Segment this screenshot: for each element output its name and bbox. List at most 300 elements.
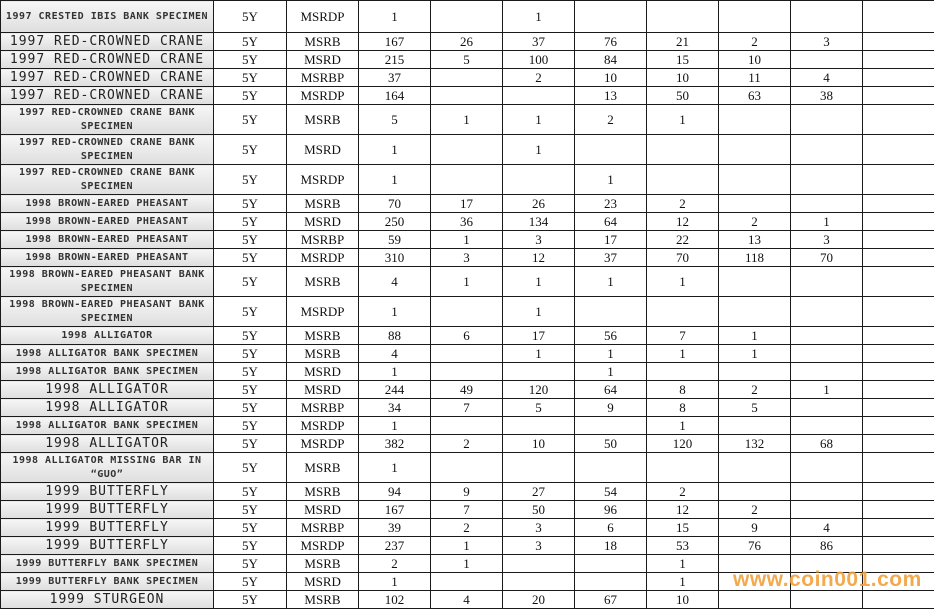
- coin-name-cell: 1998 ALLIGATOR BANK SPECIMEN: [1, 345, 214, 363]
- total-count-cell: 1: [359, 363, 431, 381]
- grade-count-cell: 11: [719, 69, 791, 87]
- grade-type-cell: MSRBP: [287, 69, 359, 87]
- grade-type-cell: MSRDP: [287, 1, 359, 33]
- grade-count-cell: 1: [791, 213, 863, 231]
- grade-count-cell: 1: [647, 345, 719, 363]
- total-count-cell: 215: [359, 51, 431, 69]
- coin-name-cell: 1998 BROWN-EARED PHEASANT: [1, 195, 214, 213]
- grade-count-cell: [431, 345, 503, 363]
- grade-type-cell: MSRDP: [287, 435, 359, 453]
- grade-count-cell: 4: [431, 591, 503, 609]
- grade-count-cell: [719, 363, 791, 381]
- grade-count-cell: [791, 51, 863, 69]
- grade-count-cell: 120: [503, 381, 575, 399]
- grade-count-cell: 3: [503, 231, 575, 249]
- grade-type-cell: MSRB: [287, 555, 359, 573]
- grade-count-cell: 67: [575, 591, 647, 609]
- grade-count-cell: 120: [647, 435, 719, 453]
- grade-count-cell: 1: [431, 231, 503, 249]
- grade-count-cell: [863, 363, 934, 381]
- grade-count-cell: [575, 417, 647, 435]
- term-cell: 5Y: [214, 213, 287, 231]
- coin-name-cell: 1997 RED-CROWNED CRANE BANK SPECIMEN: [1, 105, 214, 135]
- grade-count-cell: 26: [503, 195, 575, 213]
- grade-count-cell: 84: [575, 51, 647, 69]
- grade-type-cell: MSRD: [287, 51, 359, 69]
- grade-count-cell: 9: [431, 483, 503, 501]
- table-row: [1, 195, 934, 213]
- grade-count-cell: [791, 297, 863, 327]
- grade-count-cell: 1: [719, 327, 791, 345]
- total-count-cell: 382: [359, 435, 431, 453]
- grade-count-cell: [647, 297, 719, 327]
- coin-name-cell: 1998 ALLIGATOR BANK SPECIMEN: [1, 417, 214, 435]
- grade-count-cell: [575, 1, 647, 33]
- total-count-cell: 1: [359, 135, 431, 165]
- grade-count-cell: [863, 555, 934, 573]
- term-cell: 5Y: [214, 195, 287, 213]
- grade-count-cell: [863, 51, 934, 69]
- grade-count-cell: 4: [791, 69, 863, 87]
- grade-count-cell: 3: [791, 33, 863, 51]
- term-cell: 5Y: [214, 399, 287, 417]
- grade-count-cell: [791, 267, 863, 297]
- table-row: [1, 165, 934, 195]
- grade-count-cell: [503, 453, 575, 483]
- grade-count-cell: 96: [575, 501, 647, 519]
- total-count-cell: 237: [359, 537, 431, 555]
- grade-count-cell: [719, 573, 791, 591]
- grade-count-cell: [791, 1, 863, 33]
- grade-count-cell: [863, 165, 934, 195]
- total-count-cell: 94: [359, 483, 431, 501]
- table-row: [1, 591, 934, 609]
- grade-count-cell: 12: [647, 213, 719, 231]
- term-cell: 5Y: [214, 573, 287, 591]
- grade-type-cell: MSRDP: [287, 249, 359, 267]
- grade-count-cell: [503, 555, 575, 573]
- grade-count-cell: 1: [575, 345, 647, 363]
- grade-count-cell: [719, 105, 791, 135]
- grade-count-cell: 134: [503, 213, 575, 231]
- grade-count-cell: 12: [647, 501, 719, 519]
- table-row: [1, 519, 934, 537]
- grade-count-cell: 1: [719, 345, 791, 363]
- total-count-cell: 37: [359, 69, 431, 87]
- grade-count-cell: [791, 195, 863, 213]
- table-row: [1, 483, 934, 501]
- table-row: [1, 537, 934, 555]
- grade-type-cell: MSRDP: [287, 165, 359, 195]
- grade-count-cell: [719, 195, 791, 213]
- grade-count-cell: [431, 573, 503, 591]
- grade-count-cell: 9: [575, 399, 647, 417]
- table-row: [1, 135, 934, 165]
- grade-count-cell: [791, 573, 863, 591]
- coin-name-cell: 1998 BROWN-EARED PHEASANT: [1, 231, 214, 249]
- term-cell: 5Y: [214, 1, 287, 33]
- grade-count-cell: 53: [647, 537, 719, 555]
- grade-count-cell: 68: [791, 435, 863, 453]
- grade-count-cell: [719, 483, 791, 501]
- table-body: [1, 1, 934, 609]
- total-count-cell: 1: [359, 453, 431, 483]
- site-watermark: www.coin001.com: [733, 568, 922, 591]
- grade-count-cell: 5: [431, 51, 503, 69]
- grade-count-cell: [863, 591, 934, 609]
- table-row: [1, 399, 934, 417]
- total-count-cell: 250: [359, 213, 431, 231]
- grade-count-cell: [863, 87, 934, 105]
- grade-count-cell: [575, 555, 647, 573]
- grade-type-cell: MSRB: [287, 453, 359, 483]
- grade-count-cell: 6: [431, 327, 503, 345]
- grade-count-cell: [791, 165, 863, 195]
- grade-count-cell: 10: [647, 591, 719, 609]
- grade-count-cell: 15: [647, 519, 719, 537]
- grade-count-cell: 36: [431, 213, 503, 231]
- grade-count-cell: [431, 165, 503, 195]
- grade-count-cell: 63: [719, 87, 791, 105]
- grade-type-cell: MSRD: [287, 573, 359, 591]
- table-row: [1, 87, 934, 105]
- total-count-cell: 244: [359, 381, 431, 399]
- grade-count-cell: 17: [575, 231, 647, 249]
- table-row: [1, 345, 934, 363]
- grade-type-cell: MSRDP: [287, 537, 359, 555]
- total-count-cell: 167: [359, 501, 431, 519]
- grade-count-cell: [863, 195, 934, 213]
- grade-count-cell: 1: [431, 537, 503, 555]
- grade-count-cell: [791, 453, 863, 483]
- grade-count-cell: [863, 105, 934, 135]
- term-cell: 5Y: [214, 417, 287, 435]
- grade-count-cell: [791, 327, 863, 345]
- grade-count-cell: 2: [719, 213, 791, 231]
- grade-count-cell: 49: [431, 381, 503, 399]
- grade-count-cell: 37: [503, 33, 575, 51]
- grade-count-cell: [863, 267, 934, 297]
- coin-name-cell: 1999 STURGEON: [1, 591, 214, 609]
- total-count-cell: 4: [359, 345, 431, 363]
- coin-name-cell: 1998 BROWN-EARED PHEASANT: [1, 213, 214, 231]
- coin-name-cell: 1999 BUTTERFLY BANK SPECIMEN: [1, 555, 214, 573]
- grade-count-cell: [791, 399, 863, 417]
- term-cell: 5Y: [214, 501, 287, 519]
- grade-type-cell: MSRD: [287, 363, 359, 381]
- total-count-cell: 2: [359, 555, 431, 573]
- grade-count-cell: [719, 1, 791, 33]
- grade-count-cell: 2: [575, 105, 647, 135]
- grade-type-cell: MSRD: [287, 135, 359, 165]
- table-row: [1, 33, 934, 51]
- grade-count-cell: 50: [575, 435, 647, 453]
- grade-count-cell: [503, 363, 575, 381]
- grade-count-cell: 70: [647, 249, 719, 267]
- grade-count-cell: 1: [647, 267, 719, 297]
- grade-count-cell: [719, 267, 791, 297]
- grade-type-cell: MSRDP: [287, 417, 359, 435]
- term-cell: 5Y: [214, 537, 287, 555]
- grade-count-cell: 54: [575, 483, 647, 501]
- grade-count-cell: 17: [503, 327, 575, 345]
- grade-count-cell: 132: [719, 435, 791, 453]
- grade-type-cell: MSRD: [287, 381, 359, 399]
- grade-count-cell: [863, 435, 934, 453]
- grade-count-cell: [791, 345, 863, 363]
- table-row: [1, 435, 934, 453]
- grade-count-cell: 2: [719, 501, 791, 519]
- grade-count-cell: 1: [503, 345, 575, 363]
- coin-name-cell: 1997 RED-CROWNED CRANE: [1, 33, 214, 51]
- grade-count-cell: 1: [503, 1, 575, 33]
- term-cell: 5Y: [214, 87, 287, 105]
- grade-count-cell: [575, 573, 647, 591]
- grade-count-cell: [863, 69, 934, 87]
- grade-count-cell: 2: [503, 69, 575, 87]
- grade-count-cell: 1: [575, 363, 647, 381]
- grade-count-cell: [863, 381, 934, 399]
- grade-count-cell: [431, 87, 503, 105]
- grade-type-cell: MSRB: [287, 483, 359, 501]
- coin-name-cell: 1999 BUTTERFLY BANK SPECIMEN: [1, 573, 214, 591]
- coin-name-cell: 1998 BROWN-EARED PHEASANT BANK SPECIMEN: [1, 267, 214, 297]
- coin-name-cell: 1998 ALLIGATOR MISSING BAR IN “GUO”: [1, 453, 214, 483]
- grade-count-cell: 4: [791, 519, 863, 537]
- grade-count-cell: [575, 135, 647, 165]
- coin-name-cell: 1997 RED-CROWNED CRANE BANK SPECIMEN: [1, 165, 214, 195]
- grade-count-cell: [863, 297, 934, 327]
- grade-count-cell: [863, 327, 934, 345]
- grade-count-cell: 13: [575, 87, 647, 105]
- grade-count-cell: [791, 135, 863, 165]
- grade-count-cell: 76: [719, 537, 791, 555]
- grade-count-cell: [503, 165, 575, 195]
- grade-count-cell: [719, 555, 791, 573]
- grade-count-cell: [431, 417, 503, 435]
- grade-count-cell: 50: [503, 501, 575, 519]
- term-cell: 5Y: [214, 453, 287, 483]
- grade-count-cell: 1: [791, 381, 863, 399]
- grade-count-cell: 7: [431, 501, 503, 519]
- grade-type-cell: MSRB: [287, 345, 359, 363]
- table-row: [1, 231, 934, 249]
- total-count-cell: 167: [359, 33, 431, 51]
- table-row: [1, 297, 934, 327]
- grade-count-cell: 1: [503, 297, 575, 327]
- term-cell: 5Y: [214, 231, 287, 249]
- coin-name-cell: 1998 BROWN-EARED PHEASANT BANK SPECIMEN: [1, 297, 214, 327]
- term-cell: 5Y: [214, 591, 287, 609]
- term-cell: 5Y: [214, 105, 287, 135]
- grade-count-cell: [863, 135, 934, 165]
- coin-name-cell: 1997 RED-CROWNED CRANE: [1, 51, 214, 69]
- grade-count-cell: 22: [647, 231, 719, 249]
- grade-count-cell: [863, 231, 934, 249]
- grade-count-cell: 1: [503, 135, 575, 165]
- table-row: [1, 573, 934, 591]
- grade-count-cell: 10: [575, 69, 647, 87]
- grade-count-cell: 2: [431, 435, 503, 453]
- grade-count-cell: [791, 417, 863, 435]
- grade-type-cell: MSRB: [287, 105, 359, 135]
- grade-count-cell: [863, 345, 934, 363]
- grade-count-cell: 1: [575, 267, 647, 297]
- grade-count-cell: [431, 1, 503, 33]
- grade-count-cell: 13: [719, 231, 791, 249]
- grade-count-cell: [863, 213, 934, 231]
- grade-count-cell: 50: [647, 87, 719, 105]
- coin-name-cell: 1997 RED-CROWNED CRANE: [1, 69, 214, 87]
- coin-name-cell: 1998 ALLIGATOR: [1, 327, 214, 345]
- grade-count-cell: 12: [503, 249, 575, 267]
- grade-count-cell: [647, 363, 719, 381]
- table-row: [1, 249, 934, 267]
- grade-count-cell: [431, 453, 503, 483]
- table-row: [1, 501, 934, 519]
- term-cell: 5Y: [214, 483, 287, 501]
- term-cell: 5Y: [214, 135, 287, 165]
- grade-count-cell: [791, 555, 863, 573]
- total-count-cell: 1: [359, 417, 431, 435]
- grade-count-cell: [431, 363, 503, 381]
- table-row: [1, 69, 934, 87]
- grade-count-cell: 2: [719, 33, 791, 51]
- table-row: [1, 363, 934, 381]
- grade-count-cell: 1: [431, 267, 503, 297]
- term-cell: 5Y: [214, 519, 287, 537]
- grade-count-cell: 38: [791, 87, 863, 105]
- coin-name-cell: 1998 ALLIGATOR: [1, 399, 214, 417]
- table-row: [1, 51, 934, 69]
- grade-count-cell: [863, 33, 934, 51]
- grade-count-cell: 5: [719, 399, 791, 417]
- grade-count-cell: [503, 573, 575, 591]
- grade-count-cell: [863, 483, 934, 501]
- term-cell: 5Y: [214, 435, 287, 453]
- total-count-cell: 1: [359, 297, 431, 327]
- table-row: [1, 213, 934, 231]
- grade-count-cell: 100: [503, 51, 575, 69]
- total-count-cell: 310: [359, 249, 431, 267]
- grade-count-cell: 1: [575, 165, 647, 195]
- total-count-cell: 164: [359, 87, 431, 105]
- grade-count-cell: 18: [575, 537, 647, 555]
- grade-count-cell: [791, 363, 863, 381]
- grade-count-cell: 76: [575, 33, 647, 51]
- term-cell: 5Y: [214, 165, 287, 195]
- grade-count-cell: 15: [647, 51, 719, 69]
- grade-count-cell: [575, 453, 647, 483]
- grade-count-cell: [791, 591, 863, 609]
- grade-count-cell: 6: [575, 519, 647, 537]
- grade-count-cell: 10: [719, 51, 791, 69]
- grade-count-cell: [719, 297, 791, 327]
- grade-type-cell: MSRB: [287, 195, 359, 213]
- grade-count-cell: [791, 105, 863, 135]
- grade-count-cell: [863, 501, 934, 519]
- table-row: [1, 453, 934, 483]
- grade-count-cell: 2: [431, 519, 503, 537]
- term-cell: 5Y: [214, 249, 287, 267]
- table-row: [1, 555, 934, 573]
- grade-count-cell: 8: [647, 399, 719, 417]
- total-count-cell: 70: [359, 195, 431, 213]
- grade-count-cell: 26: [431, 33, 503, 51]
- grade-count-cell: 37: [575, 249, 647, 267]
- grade-type-cell: MSRDP: [287, 87, 359, 105]
- coin-name-cell: 1998 ALLIGATOR: [1, 435, 214, 453]
- coin-name-cell: 1998 BROWN-EARED PHEASANT: [1, 249, 214, 267]
- term-cell: 5Y: [214, 297, 287, 327]
- grade-count-cell: 23: [575, 195, 647, 213]
- grade-count-cell: [719, 165, 791, 195]
- total-count-cell: 1: [359, 1, 431, 33]
- grade-count-cell: [647, 165, 719, 195]
- coin-name-cell: 1999 BUTTERFLY: [1, 501, 214, 519]
- total-count-cell: 102: [359, 591, 431, 609]
- term-cell: 5Y: [214, 381, 287, 399]
- term-cell: 5Y: [214, 555, 287, 573]
- grade-type-cell: MSRB: [287, 591, 359, 609]
- grade-count-cell: [863, 573, 934, 591]
- coin-name-cell: 1999 BUTTERFLY: [1, 483, 214, 501]
- grade-count-cell: 20: [503, 591, 575, 609]
- grade-type-cell: MSRBP: [287, 399, 359, 417]
- total-count-cell: 39: [359, 519, 431, 537]
- grade-count-cell: [719, 417, 791, 435]
- grade-count-cell: 2: [647, 483, 719, 501]
- grade-count-cell: 5: [503, 399, 575, 417]
- grade-count-cell: [863, 249, 934, 267]
- grade-count-cell: 1: [647, 417, 719, 435]
- grade-count-cell: 8: [647, 381, 719, 399]
- grade-type-cell: MSRB: [287, 267, 359, 297]
- grade-count-cell: 70: [791, 249, 863, 267]
- term-cell: 5Y: [214, 267, 287, 297]
- grade-count-cell: [863, 519, 934, 537]
- grade-type-cell: MSRB: [287, 327, 359, 345]
- grade-count-cell: 27: [503, 483, 575, 501]
- grade-count-cell: 3: [503, 519, 575, 537]
- grade-count-cell: [863, 537, 934, 555]
- grade-count-cell: [431, 135, 503, 165]
- grade-count-cell: [863, 399, 934, 417]
- grade-count-cell: 64: [575, 381, 647, 399]
- grade-count-cell: [647, 453, 719, 483]
- table-row: [1, 327, 934, 345]
- coin-name-cell: 1997 RED-CROWNED CRANE BANK SPECIMEN: [1, 135, 214, 165]
- grade-count-cell: [863, 453, 934, 483]
- grade-type-cell: MSRB: [287, 33, 359, 51]
- grade-count-cell: [647, 1, 719, 33]
- total-count-cell: 4: [359, 267, 431, 297]
- grade-count-cell: 7: [431, 399, 503, 417]
- grade-count-cell: [863, 417, 934, 435]
- total-count-cell: 88: [359, 327, 431, 345]
- term-cell: 5Y: [214, 51, 287, 69]
- grade-type-cell: MSRD: [287, 213, 359, 231]
- total-count-cell: 1: [359, 165, 431, 195]
- table-row: [1, 105, 934, 135]
- grade-count-cell: 3: [431, 249, 503, 267]
- coin-name-cell: 1997 CRESTED IBIS BANK SPECIMEN: [1, 1, 214, 33]
- grade-count-cell: 17: [431, 195, 503, 213]
- grade-count-cell: 10: [647, 69, 719, 87]
- grade-count-cell: [719, 591, 791, 609]
- grade-count-cell: 9: [719, 519, 791, 537]
- grade-count-cell: [431, 69, 503, 87]
